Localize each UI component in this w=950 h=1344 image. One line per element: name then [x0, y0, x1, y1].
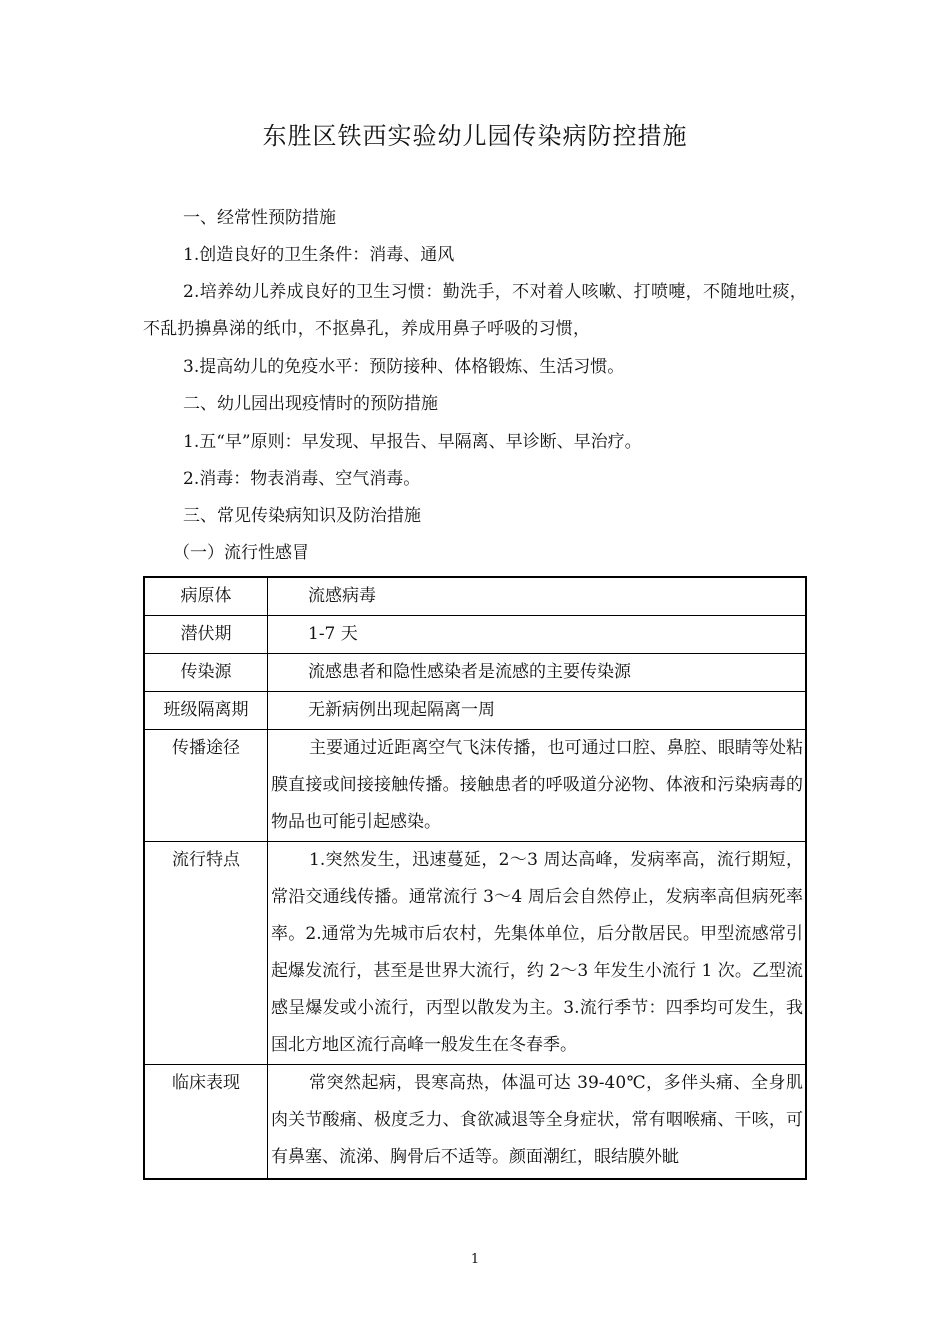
table-row: [144, 654, 806, 692]
table-row: [144, 1065, 806, 1180]
row-label-isolation: 班级隔离期: [144, 692, 268, 730]
section-heading-3: 三、常见传染病知识及防治措施: [183, 506, 421, 526]
row-value-clinical-cell: [268, 1065, 807, 1180]
row-value-epidemic: 1.突然发生，迅速蔓延，2～3 周达高峰，发病率高，流行期短，常沿交通线传播。通常流行 3～4 周后会自然停止，发病率高但病死率率。2.通常为先城市后农村，先集体单位，后分散居民。甲型流感常引起爆发流行，甚至是世界大流行，约 2～3 年发生小流行 1 次。乙型流感呈爆发或小流行，丙型以散发为主。3.流行季节：四季均可发生，我国北方地区流行高峰一般发生在冬春季。: [268, 842, 807, 1065]
paragraph-2-1: 1.五“早”原则：早发现、早报告、早隔离、早诊断、早治疗。: [183, 432, 642, 452]
row-label-incubation: 潜伏期: [144, 616, 268, 654]
row-value-transmission: 主要通过近距离空气飞沫传播，也可通过口腔、鼻腔、眼睛等处粘膜直接或间接接触传播。接触患者的呼吸道分泌物、体液和污染病毒的物品也可能引起感染。: [268, 730, 807, 842]
row-label-epidemic: 流行特点: [144, 842, 268, 1065]
row-value-pathogen: 流感病毒: [268, 577, 807, 616]
flu-info-table: [143, 576, 807, 1180]
paragraph-2-2: 2.消毒：物表消毒、空气消毒。: [183, 469, 421, 489]
paragraph-1-1: 1.创造良好的卫生条件：消毒、通风: [183, 245, 455, 265]
row-label-clinical: 临床表现: [144, 1065, 268, 1180]
table-row: [144, 730, 806, 842]
table-row: [144, 842, 806, 1065]
document-title: 东胜区铁西实验幼儿园传染病防控措施: [262, 122, 688, 150]
row-label-transmission: 传播途径: [144, 730, 268, 842]
paragraph-1-3: 3.提高幼儿的免疫水平：预防接种、体格锻炼、生活习惯。: [183, 357, 625, 377]
table-row: [144, 616, 806, 654]
row-value-clinical: 常突然起病，畏寒高热，体温可达 39-40℃，多伴头痛、全身肌肉关节酸痛、极度乏力、食欲减退等全身症状，常有咽喉痛、干咳，可有鼻塞、流涕、胸骨后不适等。颜面潮红，眼结膜外眦: [271, 1073, 803, 1167]
table-row: [144, 577, 806, 616]
table-row: [144, 692, 806, 730]
paragraph-1-2: 2.培养幼儿养成良好的卫生习惯：勤洗手，不对着人咳嗽、打喷嚏，不随地吐痰，不乱扔擤鼻涕的纸巾，不抠鼻孔，养成用鼻子呼吸的习惯，: [143, 282, 807, 339]
section-heading-1: 一、经常性预防措施: [183, 208, 336, 228]
row-value-source: 流感患者和隐性感染者是流感的主要传染源: [268, 654, 807, 692]
row-label-source: 传染源: [144, 654, 268, 692]
section-heading-2: 二、幼儿园出现疫情时的预防措施: [183, 394, 438, 414]
page-number: 1: [470, 1252, 480, 1267]
row-value-incubation: 1-7 天: [268, 616, 807, 654]
subsection-heading-flu: （一）流行性感冒: [173, 543, 309, 563]
row-label-pathogen: 病原体: [144, 577, 268, 616]
row-value-isolation: 无新病例出现起隔离一周: [268, 692, 807, 730]
